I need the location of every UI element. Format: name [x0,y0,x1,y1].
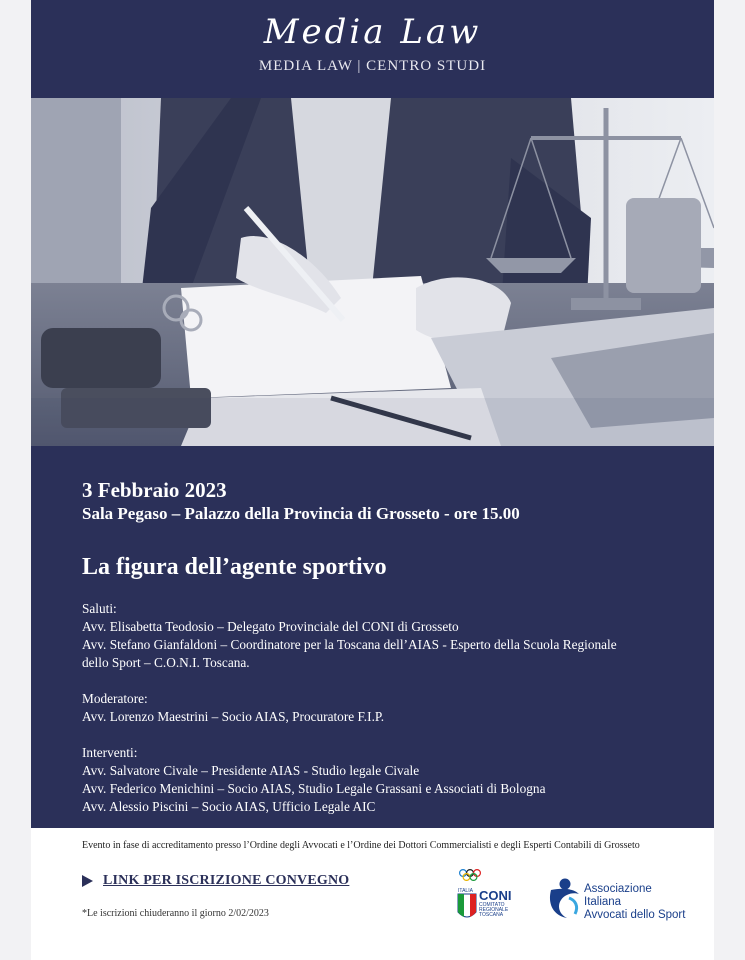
coni-logo [455,866,530,926]
event-title: La figura dell’agente sportivo [82,554,387,580]
event-date: 3 Febbraio 2023 [82,478,227,502]
moderatore-item: Avv. Lorenzo Maestrini – Socio AIAS, Procuratore F.I.P. [82,709,385,724]
interventi-heading: Interventi: [82,745,138,760]
spacer [82,672,682,690]
interventi-item: Avv. Alessio Piscini – Socio AIAS, Ufficio Legale AIC [82,799,376,814]
spacer [82,726,682,744]
aias-line-1: Associazione [584,883,652,895]
event-venue: Sala Pegaso – Palazzo della Provincia di Grosseto - ore 15.00 [82,504,520,523]
photo-illustration [31,98,714,446]
moderatore-heading: Moderatore: [82,691,148,706]
coni-subtitle: COMITATO REGIONALE TOSCANA [479,902,509,918]
event-details-panel [31,446,714,828]
registration-link[interactable]: LINK PER ISCRIZIONE CONVEGNO [103,873,350,888]
aias-line-3: Avvocati dello Sport [584,909,686,921]
saluti-item: Avv. Elisabetta Teodosio – Delegato Provinciale del CONI di Grosseto [82,619,459,634]
arrow-right-icon [82,875,93,887]
media-law-subtitle: MEDIA LAW | CENTRO STUDI [258,58,487,74]
aias-name [584,883,685,922]
aias-line-2: Italiana [584,896,622,908]
aias-logo [547,876,692,926]
saluti-item: Avv. Stefano Gianfaldoni – Coordinatore per la Toscana dell’AIAS - Esperto della Scuola Regionale [82,637,617,652]
coni-name: CONI [479,888,512,903]
saluti-item: dello Sport – C.O.N.I. Toscana. [82,655,250,670]
registration-footnote: *Le iscrizioni chiuderanno il giorno 2/02/2023 [82,908,269,919]
header-banner [31,0,714,98]
lawyer-desk-photo [31,98,714,446]
registration-link-row[interactable] [82,873,349,889]
saluti-heading: Saluti: [82,601,117,616]
media-law-script-logo: Media Law [263,12,482,52]
coni-italia-label: ITALIA [458,888,473,894]
flyer-page [31,0,714,960]
interventi-item: Avv. Federico Menichini – Socio AIAS, Studio Legale Grassani e Associati di Bologna [82,781,546,796]
aias-emblem-icon [547,876,583,920]
accreditation-note: Evento in fase di accreditamento presso l’Ordine degli Avvocati e l’Ordine dei Dottori Commercialisti e degli Esperti Contabili di Grosseto [82,840,640,851]
event-program [82,600,682,816]
interventi-item: Avv. Salvatore Civale – Presidente AIAS - Studio legale Civale [82,763,420,778]
